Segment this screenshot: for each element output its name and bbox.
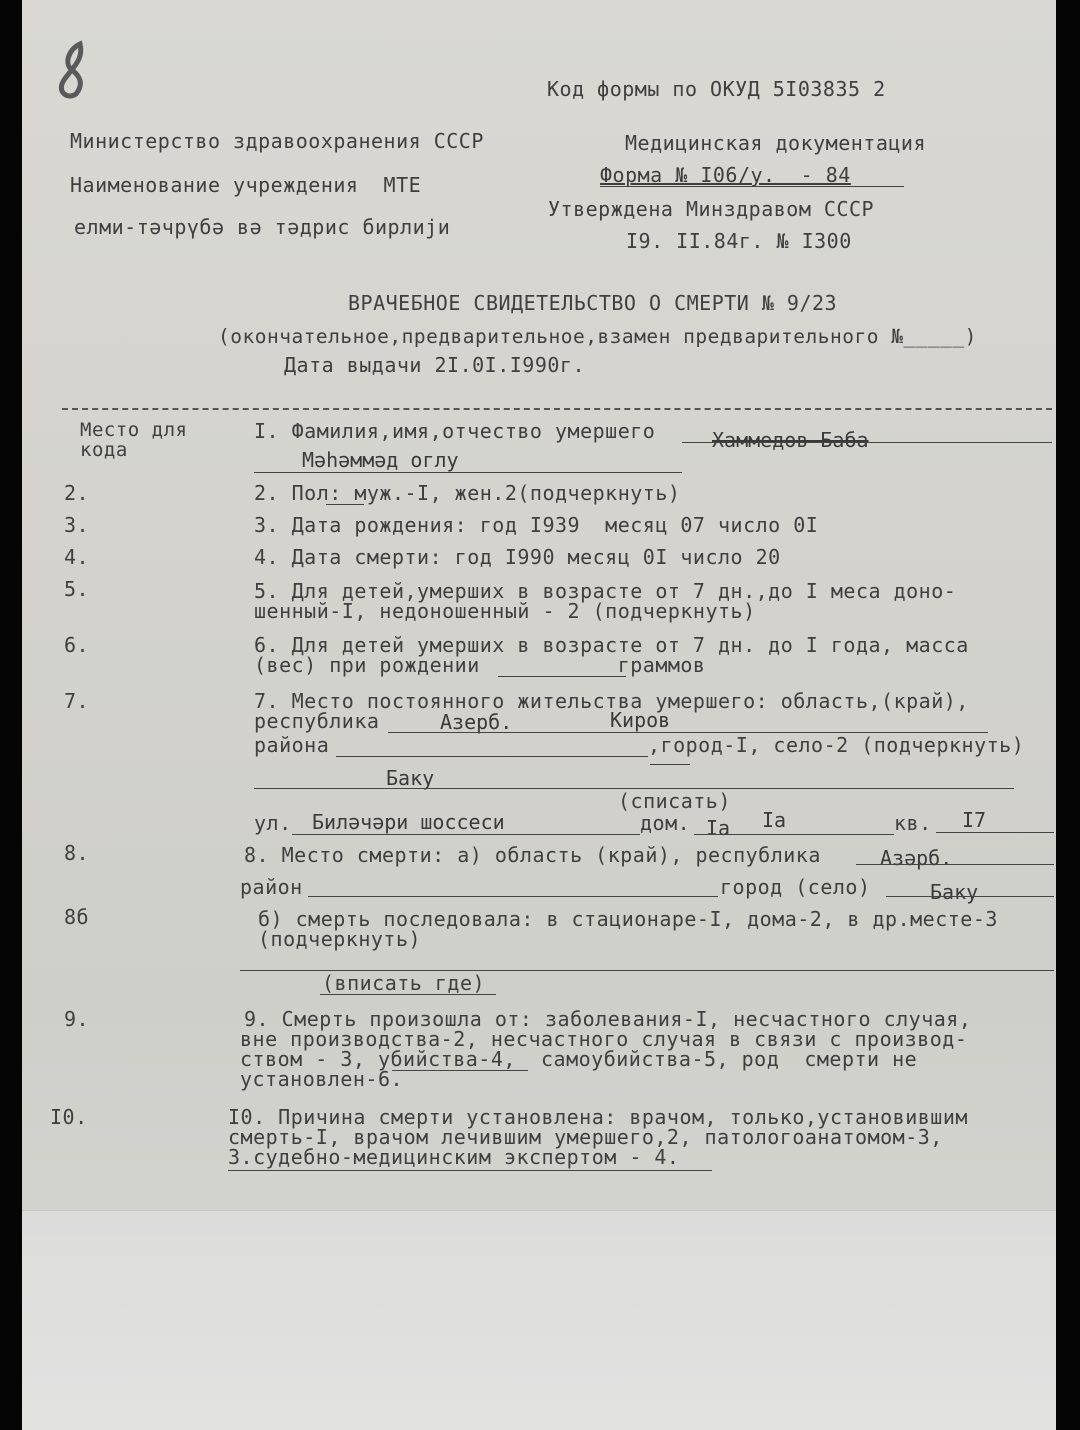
med-doc: Медицинская документация — [625, 131, 926, 155]
field-7-apt: I7 — [962, 808, 987, 832]
institution-label: Наименование учреждения МТЕ — [70, 173, 422, 197]
field-7-house-label: дом. — [640, 811, 691, 835]
field-8-city: Баку — [930, 880, 979, 904]
code-9: 9. — [64, 1007, 90, 1031]
dashed-separator — [62, 408, 1052, 410]
field-7-house-2: Iа — [762, 808, 787, 832]
approved-by: Утверждена Минздравом СССР — [548, 197, 875, 221]
code-2: 2. — [64, 481, 90, 505]
issue-date: Дата выдачи 2I.0I.I990г. — [284, 353, 585, 377]
field-8-district-label: район — [240, 875, 303, 899]
field-7-street-label: ул. — [254, 811, 292, 835]
field-7-district-name: Киров — [610, 708, 671, 732]
field-3-birth-date: 3. Дата рождения: год I939 месяц 07 число 0I — [254, 513, 819, 537]
field-7-house: Iа — [706, 816, 731, 840]
code-4: 4. — [64, 545, 90, 569]
field-7-district-label: района — [254, 733, 330, 757]
field-7-apt-label: кв. — [894, 811, 932, 835]
field-10-line-2: смерть-I, врачом лечившим умершего,2, патологоанатомом-3, — [228, 1125, 943, 1149]
institution-name: елми-тәчрүбә вә тәдрис бирлији — [74, 215, 451, 239]
code-6: 6. — [64, 633, 90, 657]
certificate-title: ВРАЧЕБНОЕ СВИДЕТЕЛЬСТВО О СМЕРТИ № 9/23 — [348, 291, 838, 315]
field-7-city: Баку — [386, 766, 435, 790]
field-4-death-date: 4. Дата смерти: год I990 месяц 0I число 20 — [254, 545, 781, 569]
field-9-line-1: 9. Смерть произошла от: заболевания-I, несчастного случая, — [244, 1007, 972, 1031]
field-7-write-note: (списать) — [618, 789, 731, 813]
field-8b-line-1: б) смерть последовала: в стационаре-I, дома-2, в др.месте-3 — [258, 907, 998, 931]
field-6-line-2: (вес) при рождении граммов — [254, 653, 706, 677]
form-number: Форма № I06/у. - 84 — [600, 163, 851, 187]
code-7: 7. — [64, 689, 90, 713]
blank-lower-sheet — [22, 1210, 1056, 1430]
field-7-street: Биләчәри шоссеси — [312, 810, 505, 834]
field-8-republic: Азәрб. — [880, 846, 953, 870]
code-8b: 8б — [64, 905, 90, 929]
field-8b-line-2: (подчеркнуть) — [258, 927, 422, 951]
ministry: Министерство здравоохранения СССР — [70, 129, 484, 153]
field-1-name-cont: Мәһәммәд оглу — [302, 448, 459, 472]
field-8-city-label: город (село) — [720, 875, 871, 899]
document-sheet — [22, 0, 1056, 1430]
certificate-subtitle: (окончательное,предварительное,взамен предварительного №_____) — [218, 325, 977, 348]
field-9-line-3: ством - 3, убийства-4, самоубийства-5, род смерти не — [240, 1047, 918, 1071]
field-10-line-3: 3.судебно-медицинским экспертом - 4. — [228, 1145, 680, 1169]
field-8b-write-note: (вписать где) — [322, 971, 486, 995]
code-8: 8. — [64, 841, 90, 865]
code-5: 5. — [64, 577, 90, 601]
field-7-city-type: ,город-I, село-2 (подчеркнуть) — [648, 733, 1025, 757]
field-6-line-1: 6. Для детей умерших в возрасте от 7 дн. до I года, масса — [254, 633, 969, 657]
field-1-label: I. Фамилия,имя,отчество умершего — [254, 419, 656, 443]
field-1-name-struck: Хаммедов Баба — [712, 428, 869, 452]
field-5-line-2: шенный-I, недоношенный - 2 (подчеркнуть) — [254, 599, 756, 623]
handwritten-mark — [50, 40, 100, 100]
field-9-line-4: установлен-6. — [240, 1067, 404, 1091]
code-10: I0. — [50, 1105, 88, 1129]
field-9-line-2: вне производства-2, несчастного случая в связи с производ- — [240, 1027, 968, 1051]
approved-date: I9. II.84г. № I300 — [626, 229, 852, 253]
field-10-line-1: I0. Причина смерти установлена: врачом, только,установившим — [228, 1105, 968, 1129]
field-2-sex: 2. Пол: муж.-I, жен.2(подчеркнуть) — [254, 481, 681, 505]
field-8-line-1: 8. Место смерти: а) область (край), республика — [244, 843, 821, 867]
field-7-republic-label: республика — [254, 709, 380, 733]
field-5-line-1: 5. Для детей,умерших в возрасте от 7 дн.,до I меса доно- — [254, 579, 957, 603]
field-7-republic: Азерб. — [440, 710, 513, 734]
code-column-header: Место для кода — [80, 419, 188, 461]
okud-code: Код формы по ОКУД 5I03835 2 — [547, 77, 886, 101]
field-7-line-1: 7. Место постоянного жительства умершего: область,(край), — [254, 689, 969, 713]
code-3: 3. — [64, 513, 90, 537]
